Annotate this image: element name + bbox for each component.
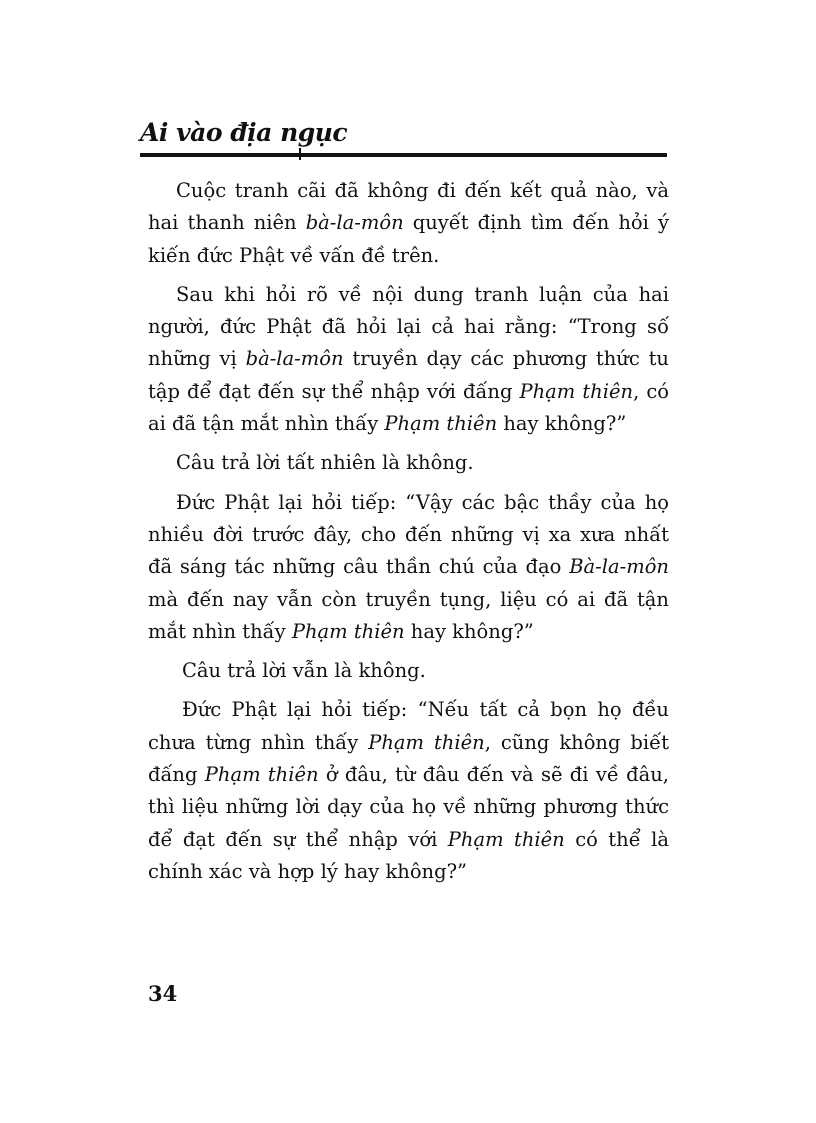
text-run: ở đâu, từ đâu đến và sẽ đi về đâu, thì liệu những lời dạy của họ về những phương thức để đạt đến sự thể nhập với — [148, 763, 669, 851]
text-run: Câu trả lời vẫn là không. — [182, 659, 426, 683]
italic-term: Phạm thiên — [447, 827, 565, 851]
paragraph — [148, 175, 669, 272]
header-rule — [140, 153, 667, 157]
paragraph — [148, 447, 669, 479]
italic-term: Phạm thiên — [204, 763, 319, 787]
italic-term: Phạm thiên — [519, 379, 634, 403]
page-number: 34 — [148, 981, 178, 1006]
running-head — [140, 108, 670, 168]
italic-term: Phạm thiên — [368, 730, 485, 754]
text-run: , có ai đã tận mắt nhìn thấy — [148, 379, 669, 436]
italic-term: Phạm thiên — [291, 619, 405, 643]
italic-term: Bà-la-môn — [569, 555, 669, 579]
text-run: truyền dạy các phương thức tu tập để đạt đến sự thể nhập với đấng — [148, 347, 669, 403]
text-run: quyết định tìm đến hỏi ý kiến đức Phật về vấn đề trên. — [148, 211, 669, 267]
text-run: Cuộc tranh cãi đã không đi đến kết quả nào, và hai thanh niên — [148, 179, 669, 235]
italic-term: Phạm thiên — [384, 412, 498, 436]
text-run: Câu trả lời tất nhiên là không. — [176, 451, 474, 475]
text-run: có thể là chính xác và hợp lý hay không?” — [148, 827, 670, 883]
italic-term: bà-la-môn — [305, 211, 404, 235]
text-run: Đức Phật lại hỏi tiếp: “Vậy các bậc thầy của họ nhiều đời trước đây, cho đến những vị xa xưa nhất đã sáng tác những câu thần chú của đạo — [148, 490, 669, 579]
paragraph — [148, 487, 669, 648]
paragraph — [148, 694, 669, 888]
body-text — [148, 175, 669, 895]
text-run: , cũng không biết đấng — [148, 730, 669, 787]
text-run: mà đến nay vẫn còn truyền tụng, liệu có ai đã tận mắt nhìn thấy — [148, 587, 669, 643]
text-run: Đức Phật lại hỏi tiếp: “Nếu tất cả bọn họ đều chưa từng nhìn thấy — [148, 698, 669, 754]
running-head-title: Ai vào địa ngục — [140, 118, 348, 147]
running-head-title-svg — [140, 108, 670, 168]
text-run: Sau khi hỏi rõ về nội dung tranh luận của hai người, đức Phật đã hỏi lại cả hai rằng: “Trong số những vị — [148, 282, 669, 371]
paragraph — [148, 279, 669, 440]
paragraph — [148, 655, 669, 687]
text-run: hay không?” — [404, 619, 534, 643]
text-run: hay không?” — [497, 412, 627, 436]
italic-term: bà-la-môn — [245, 347, 344, 371]
